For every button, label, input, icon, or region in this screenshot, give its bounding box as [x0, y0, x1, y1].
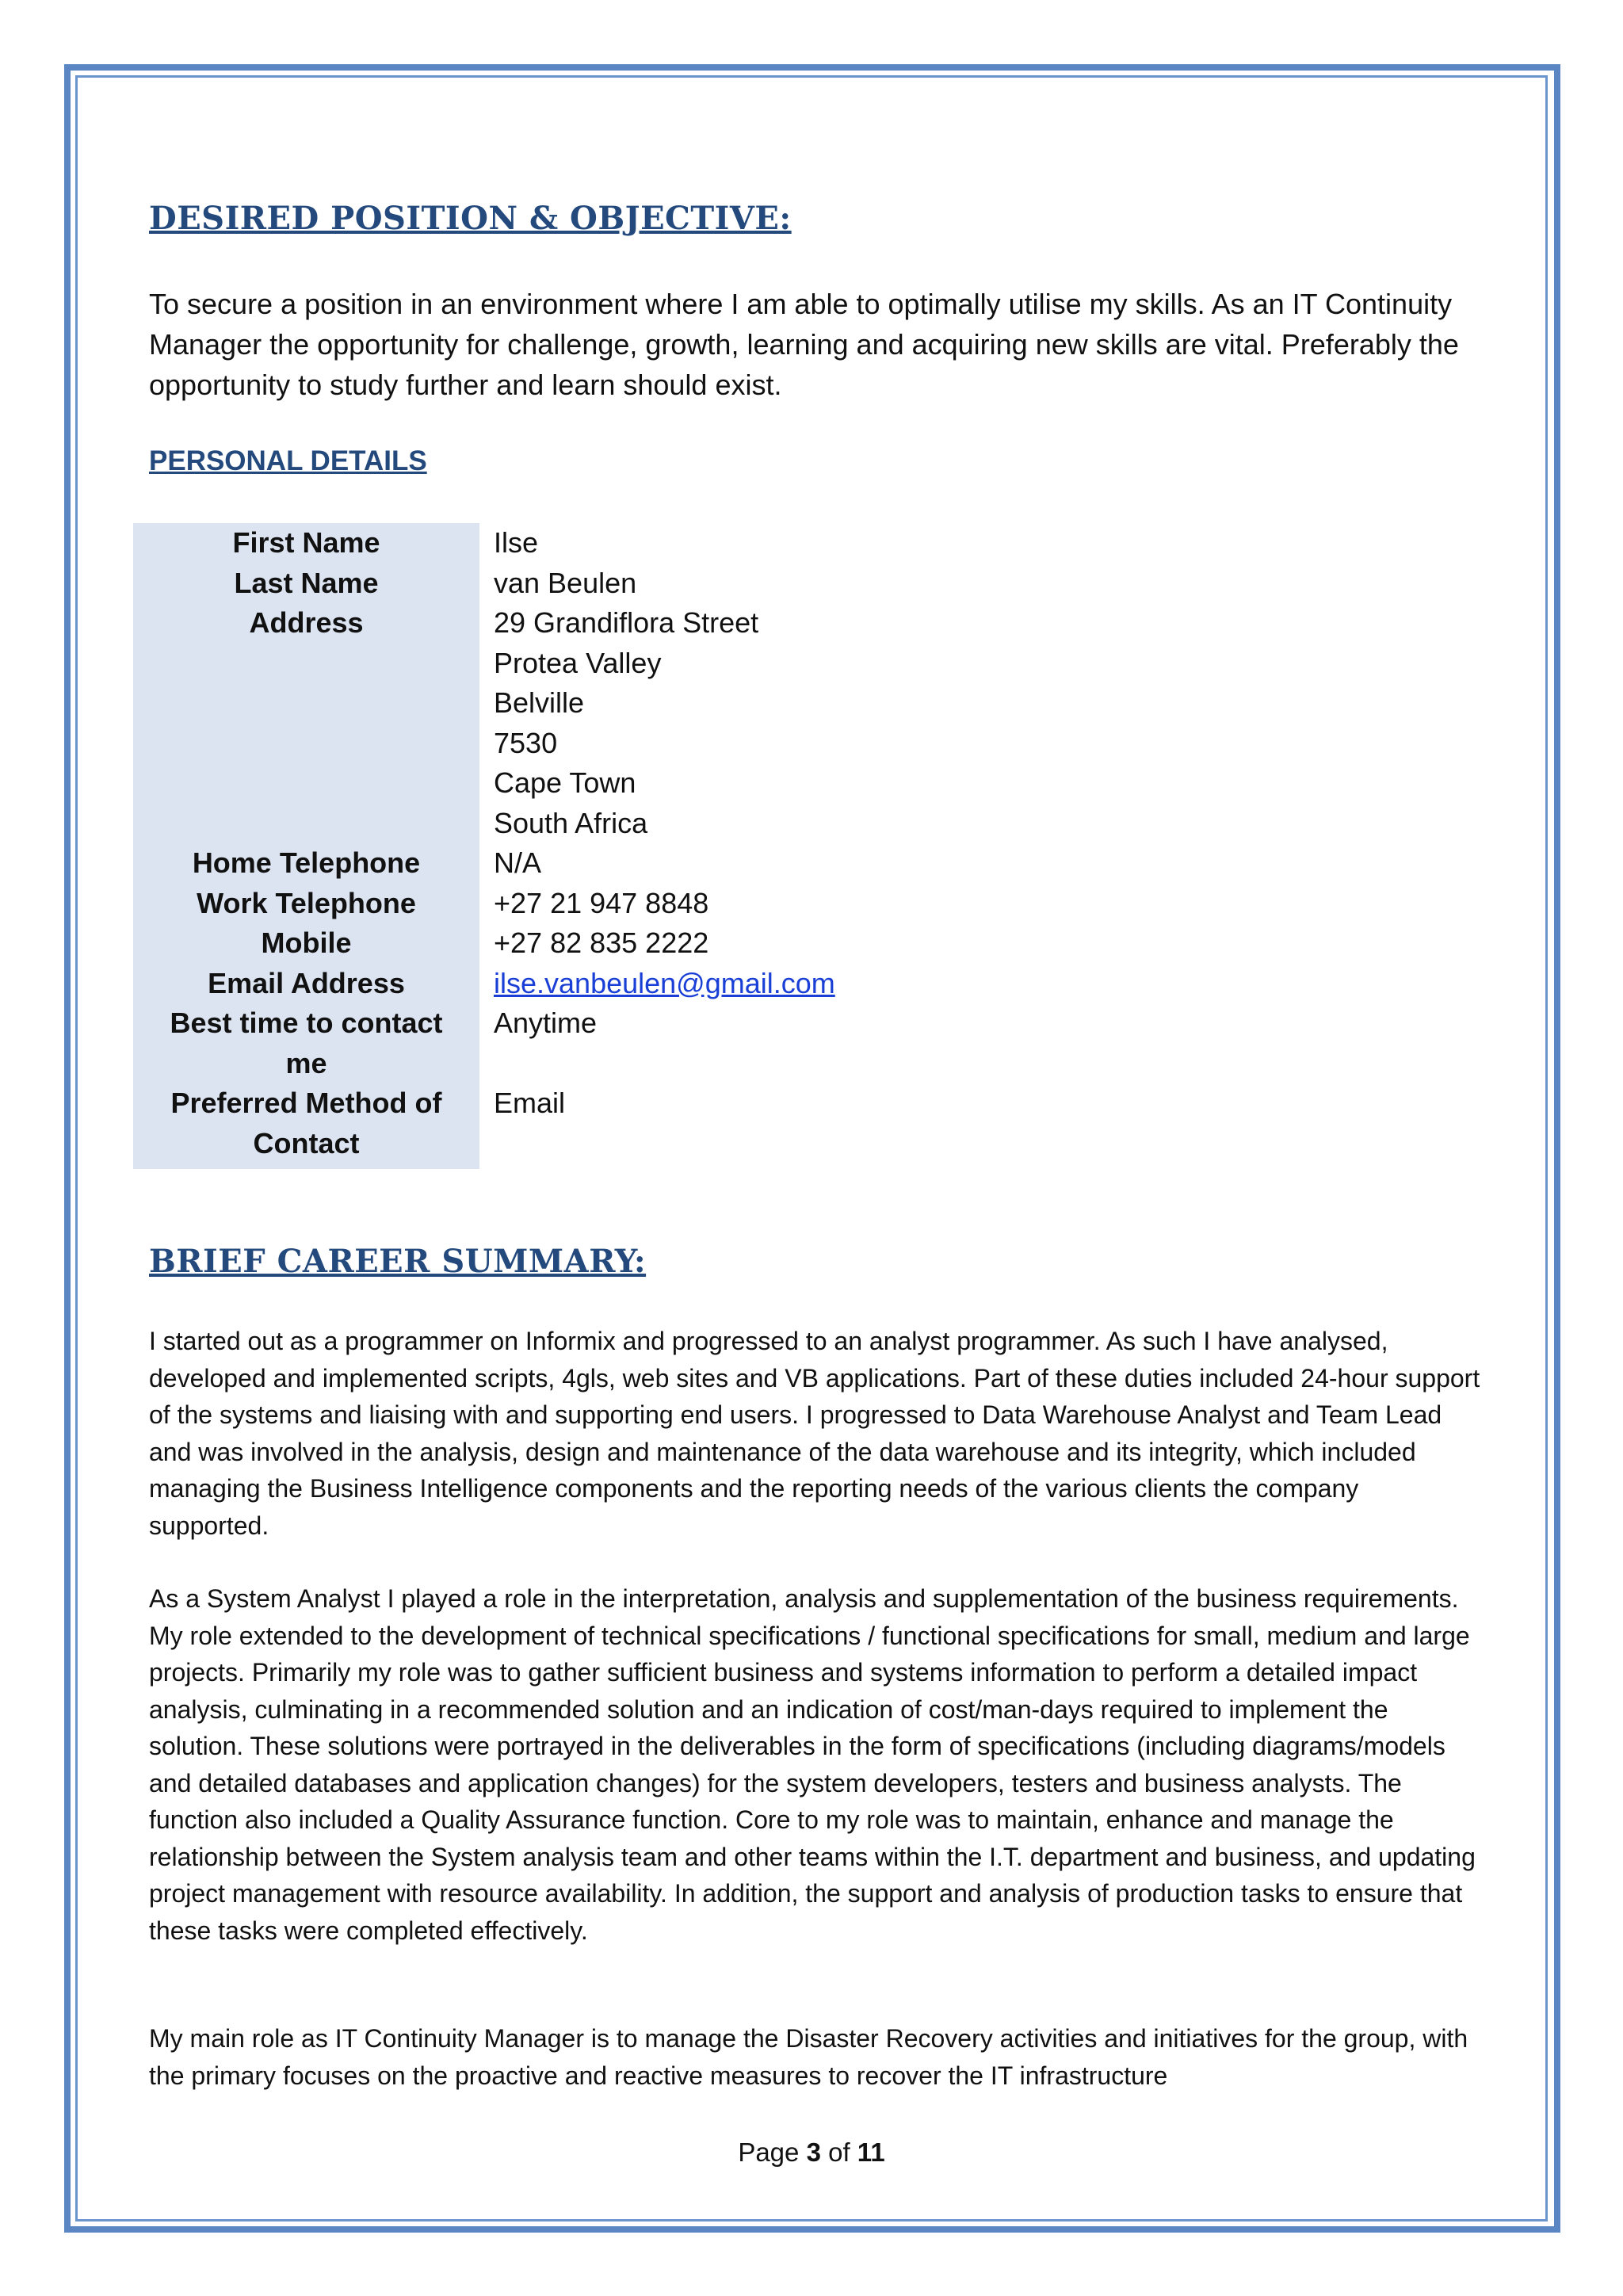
current-page: 3 [806, 2137, 821, 2167]
page-number-footer [0, 2137, 1623, 2168]
address-line: Belville [494, 686, 585, 719]
best-time-label: Best time to contact [170, 1007, 443, 1039]
of-word: of [828, 2137, 850, 2167]
best-time-value: Anytime [494, 1007, 598, 1039]
home-telephone-value: N/A [494, 846, 542, 879]
personal-details-heading: PERSONAL DETAILS [149, 445, 427, 476]
address-label: Address [249, 606, 364, 639]
home-telephone-label: Home Telephone [192, 846, 421, 879]
mobile-value: +27 82 835 2222 [494, 926, 709, 959]
address-line: 7530 [494, 726, 558, 759]
address-line: South Africa [494, 806, 648, 839]
preferred-method-value: Email [494, 1087, 566, 1119]
work-telephone-label: Work Telephone [197, 886, 416, 919]
mobile-label: Mobile [261, 926, 352, 959]
email-link[interactable]: ilse.vanbeulen@gmail.com [494, 966, 835, 999]
preferred-method-label: Preferred Method of [170, 1087, 442, 1119]
last-name-value: van Beulen [494, 566, 637, 599]
last-name-label: Last Name [234, 566, 379, 599]
best-time-label-cont: me [285, 1046, 327, 1079]
first-name-label: First Name [232, 526, 380, 559]
objective-text: To secure a position in an environment where I am able to optimally utilise my skills. As an IT Continuity Manager the opportunity for challenge, growth, learning and acquiring new skills are vital. Preferably the opportunity to study further and learn should exist. [149, 288, 1459, 401]
email-label: Email Address [208, 966, 405, 999]
work-telephone-value: +27 21 947 8848 [494, 886, 709, 919]
total-pages: 11 [857, 2137, 885, 2167]
career-paragraph-3: My main role as IT Continuity Manager is to manage the Disaster Recovery activities and initiatives for the group, with the primary focuses on the proactive and reactive measures to recover the IT infrastructure [149, 2024, 1468, 2090]
first-name-value: Ilse [494, 526, 539, 559]
career-paragraph-2: As a System Analyst I played a role in the interpretation, analysis and supplementation of the business requirements. My role extended to the development of technical specifications / functional specifications for small, medium and large projects. Primarily my role was to gather sufficient business and systems information to perform a detailed impact analysis, culminating in a recommended solution and an indication of cost/man-days required to implement the solution. These solutions were portrayed in the deliverables in the form of specifications (including diagrams/models and detailed databases and application changes) for the system developers, testers and business analysts. The function also included a Quality Assurance function. Core to my role was to maintain, enhance and manage the relationship between the System analysis team and other teams within the I.T. department and business, and updating project management with resource availability. In addition, the support and analysis of production tasks to ensure that these tasks were completed effectively. [149, 1584, 1476, 1945]
career-paragraph-1: I started out as a programmer on Informix and progressed to an analyst programmer. As such I have analysed, developed and implemented scripts, 4gls, web sites and VB applications. Part of these duties included 24-hour support of the systems and liaising with and supporting end users. I progressed to Data Warehouse Analyst and Team Lead and was involved in the analysis, design and maintenance of the data warehouse and its integrity, which included managing the Business Intelligence components and the reporting needs of the various clients the company supported. [149, 1327, 1480, 1540]
preferred-method-label-cont: Contact [253, 1126, 360, 1159]
address-line: Protea Valley [494, 646, 662, 679]
address-line: 29 Grandiflora Street [494, 606, 759, 639]
objective-heading: DESIRED POSITION & OBJECTIVE: [149, 200, 792, 237]
page-word: Page [738, 2137, 800, 2167]
address-line: Cape Town [494, 766, 636, 799]
career-summary-heading: BRIEF CAREER SUMMARY: [149, 1243, 647, 1280]
